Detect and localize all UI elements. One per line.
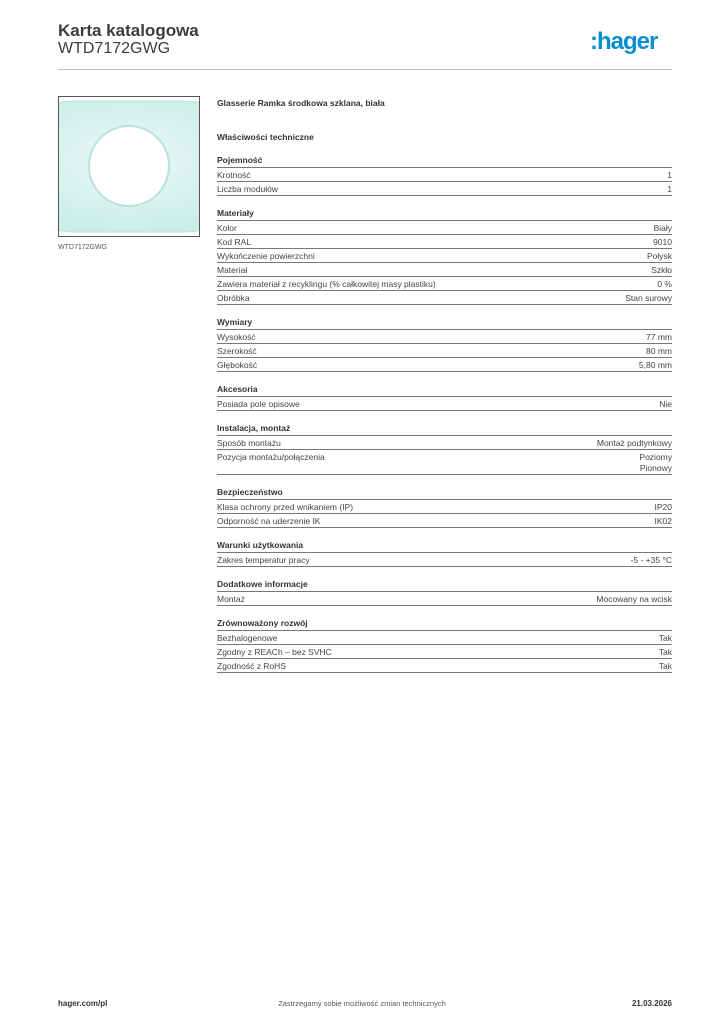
spec-row: [217, 592, 672, 606]
spec-value: [655, 502, 673, 513]
spec-value: [655, 516, 673, 527]
section-title: Dodatkowe informacje: [217, 578, 672, 592]
spec-row: [217, 645, 672, 659]
spec-label: Zakres temperatur pracy: [217, 555, 310, 565]
spec-value-line: Biały: [653, 223, 672, 233]
spec-value-line: 0 %: [657, 279, 672, 289]
spec-section: [217, 154, 672, 196]
spec-row: [217, 553, 672, 567]
spec-value-line: Stan surowy: [625, 293, 672, 303]
image-caption: WTD7172GWG: [58, 244, 108, 251]
section-title: Pojemność: [217, 154, 672, 168]
spec-label: Kod RAL: [217, 237, 252, 247]
hager-logo-text: :hager: [590, 29, 658, 55]
section-title: Akcesoria: [217, 383, 672, 397]
spec-section: [217, 539, 672, 567]
spec-section: [217, 578, 672, 606]
spec-value: [657, 279, 672, 290]
spec-section: [217, 422, 672, 475]
spec-value-line: Mocowany na wcisk: [596, 594, 672, 604]
section-title: Warunki użytkowania: [217, 539, 672, 553]
page-title: Karta katalogowa: [58, 21, 199, 40]
footer-date: 21.03.2026: [631, 999, 672, 1008]
spec-value: [646, 332, 672, 343]
spec-value: [625, 293, 672, 304]
section-title: Wymiary: [217, 316, 672, 330]
spec-row: [217, 291, 672, 305]
spec-row: [217, 249, 672, 263]
spec-row: [217, 344, 672, 358]
spec-value: [651, 265, 672, 276]
spec-value: [667, 170, 672, 181]
spec-value: [659, 399, 672, 410]
spec-row: [217, 235, 672, 249]
spec-row: [217, 500, 672, 514]
spec-row: [217, 168, 672, 182]
spec-value-line: Pionowy: [639, 463, 672, 473]
spec-label: Kolor: [217, 223, 237, 233]
spec-value-line: IP20: [654, 502, 672, 512]
tech-properties-heading: Właściwości techniczne: [217, 132, 314, 142]
spec-value: [653, 237, 672, 248]
spec-row: [217, 358, 672, 372]
spec-row: [217, 659, 672, 673]
spec-label: Montaż: [217, 594, 245, 604]
spec-label: Głębokość: [217, 360, 258, 370]
spec-section: [217, 486, 672, 528]
spec-value-line: IK02: [654, 516, 672, 526]
product-code: WTD7172GWG: [58, 40, 171, 57]
spec-row: [217, 514, 672, 528]
spec-value-line: Tak: [658, 647, 672, 657]
spec-value-line: 1: [667, 184, 672, 194]
spec-value-line: 9010: [653, 237, 672, 247]
section-title: Bezpieczeństwo: [217, 486, 672, 500]
spec-section: [217, 383, 672, 411]
spec-value: [647, 251, 672, 262]
spec-label: Bezhalogenowe: [217, 633, 278, 643]
spec-label: Obróbka: [217, 293, 250, 303]
spec-value-line: 5,80 mm: [638, 360, 672, 370]
spec-label: Zawiera materiał z recyklingu (% całkowitej masy plastiku): [217, 279, 436, 289]
spec-value-line: 77 mm: [646, 332, 672, 342]
spec-row: [217, 263, 672, 277]
spec-value-line: 1: [667, 170, 672, 180]
spec-value-line: Połysk: [646, 251, 672, 261]
spec-value: [639, 452, 672, 474]
spec-section: [217, 207, 672, 305]
spec-row: [217, 330, 672, 344]
section-title: Zrównoważony rozwój: [217, 617, 672, 631]
spec-value-line: -5 - +35 °C: [630, 555, 672, 565]
product-name: Glasserie Ramka środkowa szklana, biała: [217, 98, 385, 108]
spec-row: [217, 221, 672, 235]
spec-value-line: Poziomy: [639, 452, 672, 462]
spec-row: [217, 631, 672, 645]
spec-row: [217, 450, 672, 475]
product-image: [58, 96, 200, 237]
spec-value-line: Montaż podtynkowy: [596, 438, 672, 448]
spec-label: Sposób montażu: [217, 438, 281, 448]
section-title: Materiały: [217, 207, 672, 221]
spec-label: Wysokość: [217, 332, 256, 342]
spec-section: [217, 617, 672, 673]
spec-value: [654, 223, 672, 234]
hager-logo: [590, 29, 674, 60]
spec-label: Zgodność z RoHS: [217, 661, 286, 671]
spec-value: [646, 346, 672, 357]
spec-row: [217, 436, 672, 450]
spec-value: [659, 661, 672, 672]
spec-row: [217, 397, 672, 411]
spec-label: Zgodny z REACh – bez SVHC: [217, 647, 332, 657]
footer-website[interactable]: hager.com/pl: [58, 999, 108, 1008]
spec-row: [217, 277, 672, 291]
spec-value-line: Tak: [658, 661, 672, 671]
spec-content: [217, 97, 672, 684]
spec-label: Materiał: [217, 265, 248, 275]
footer-disclaimer: Zastrzegamy sobie możliwość zmian technicznych: [278, 999, 446, 1008]
spec-label: Szerokość: [217, 346, 257, 356]
glass-frame-illustration: [59, 97, 199, 236]
spec-label: Krotność: [217, 170, 251, 180]
spec-row: [217, 182, 672, 196]
spec-value-line: Szkło: [651, 265, 672, 275]
spec-value: [667, 184, 672, 195]
section-title: Instalacja, montaż: [217, 422, 672, 436]
spec-value: [659, 633, 672, 644]
spec-value: [659, 647, 672, 658]
header-divider: [58, 69, 672, 70]
spec-label: Liczba modułów: [217, 184, 278, 194]
spec-value: [596, 594, 672, 605]
spec-value: [639, 360, 672, 371]
spec-value-line: 80 mm: [646, 346, 672, 356]
spec-value: [597, 438, 672, 449]
spec-label: Pozycja montażu/połączenia: [217, 452, 325, 462]
spec-sections: [217, 154, 672, 673]
spec-value-line: Tak: [658, 633, 672, 643]
spec-label: Posiada pole opisowe: [217, 399, 300, 409]
spec-label: Klasa ochrony przed wnikaniem (IP): [217, 502, 354, 512]
spec-label: Odporność na uderzenie IK: [217, 516, 321, 526]
spec-value-line: Nie: [659, 399, 672, 409]
spec-value: [631, 555, 672, 566]
spec-section: [217, 316, 672, 372]
spec-label: Wykończenie powierzchni: [217, 251, 315, 261]
